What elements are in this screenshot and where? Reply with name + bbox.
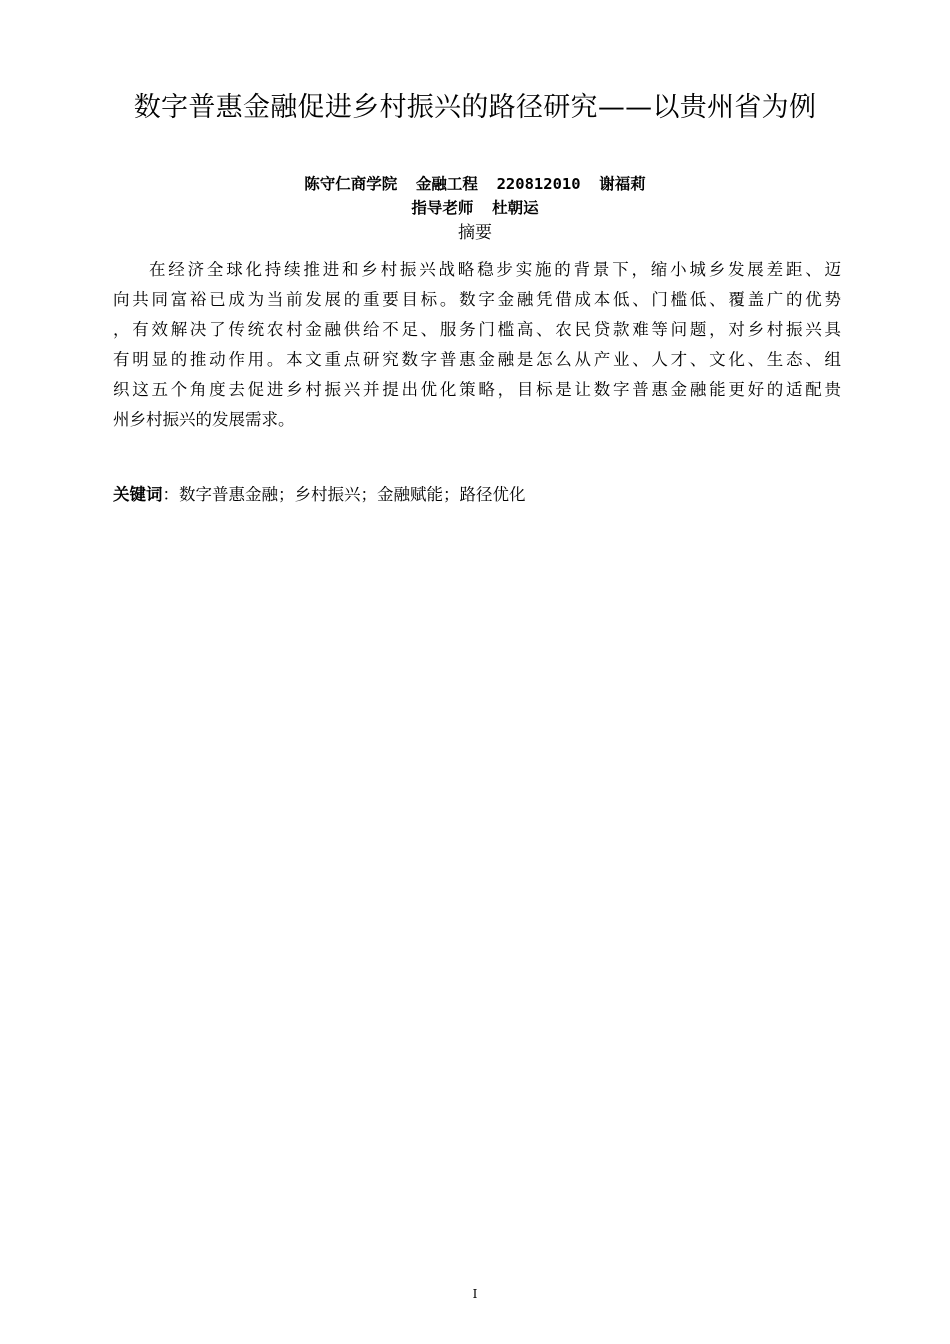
abstract-line: 向共同富裕已成为当前发展的重要目标。数字金融凭借成本低、门槛低、覆盖广的优势 bbox=[113, 290, 841, 309]
abstract-line: 在经济全球化持续推进和乡村振兴战略稳步实施的背景下，缩小城乡发展差距、迈 bbox=[149, 260, 841, 279]
keywords bbox=[113, 481, 841, 509]
keywords-text: ：数字普惠金融；乡村振兴；金融赋能；路径优化 bbox=[162, 485, 526, 504]
abstract-line: 织这五个角度去促进乡村振兴并提出优化策略，目标是让数字普惠金融能更好的适配贵 bbox=[113, 380, 841, 399]
abstract-heading: 摘要 bbox=[458, 223, 492, 243]
abstract-body bbox=[113, 255, 841, 435]
paper-title: 数字普惠金融促进乡村振兴的路径研究——以贵州省为例 bbox=[133, 92, 817, 123]
abstract-line: 有明显的推动作用。本文重点研究数字普惠金融是怎么从产业、人才、文化、生态、组 bbox=[113, 350, 841, 369]
advisor-info: 指导老师 杜朝运 bbox=[411, 199, 539, 217]
author-info: 陈守仁商学院 金融工程 220812010 谢福莉 bbox=[304, 175, 646, 193]
page-number: I bbox=[472, 1287, 478, 1301]
abstract-line: ，有效解决了传统农村金融供给不足、服务门槛高、农民贷款难等问题，对乡村振兴具 bbox=[113, 320, 841, 339]
abstract-line: 州乡村振兴的发展需求。 bbox=[113, 410, 295, 429]
keywords-label: 关键词 bbox=[113, 485, 163, 504]
